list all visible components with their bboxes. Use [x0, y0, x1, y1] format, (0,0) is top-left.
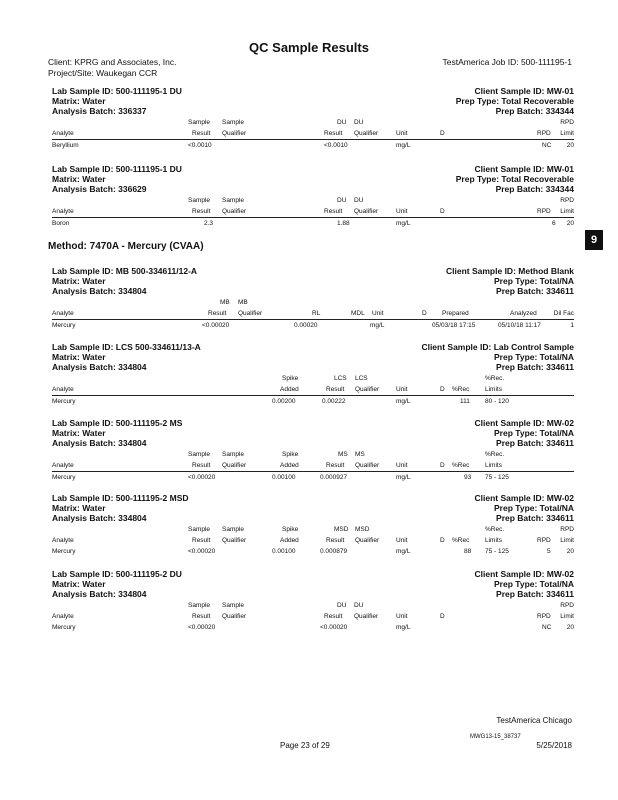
report-date: 5/25/2018 — [536, 741, 572, 750]
col-header: Unit — [396, 130, 408, 137]
sample-result-cell: <0.00020 — [188, 474, 216, 481]
col-header: Result — [192, 208, 211, 215]
table-rule — [52, 471, 574, 472]
col-header: Spike — [282, 375, 299, 382]
col-header: Limit — [560, 130, 574, 137]
qc-section-ms — [48, 418, 574, 488]
col-header: Analyte — [52, 208, 74, 215]
col-header: DU — [354, 602, 364, 609]
col-header: Qualifier — [222, 462, 247, 469]
analysis-batch: Analysis Batch: 334804 — [52, 513, 147, 523]
col-header: D — [440, 537, 445, 544]
unit-cell: mg/L — [396, 398, 411, 405]
col-header: DU — [337, 602, 347, 609]
client-sample-id: Client Sample ID: MW-01 — [474, 86, 574, 96]
col-header: %Rec — [452, 462, 470, 469]
col-header: Unit — [372, 310, 384, 317]
project-site: Project/Site: Waukegan CCR — [48, 68, 158, 78]
col-header: Sample — [222, 197, 245, 204]
col-header: D — [440, 130, 445, 137]
col-header: Sample — [222, 526, 245, 533]
sample-result-cell: <0.00020 — [188, 624, 216, 631]
rpd-cell: NC — [542, 624, 552, 631]
analyzed-cell: 05/10/18 11:17 — [498, 322, 541, 329]
job-id: TestAmerica Job ID: 500-111195-1 — [442, 57, 572, 67]
col-header: RPD — [537, 537, 551, 544]
analyte-cell: Mercury — [52, 322, 76, 329]
prep-type: Prep Type: Total/NA — [494, 503, 574, 513]
col-header: Limit — [560, 537, 574, 544]
col-header: RL — [312, 310, 321, 317]
col-header: DU — [354, 197, 364, 204]
col-header: Qualifier — [222, 537, 247, 544]
lcs-result-cell: 0.00222 — [322, 398, 346, 405]
prep-batch: Prep Batch: 334611 — [496, 513, 574, 523]
col-header: RPD — [560, 197, 574, 204]
col-header: Qualifier — [222, 208, 247, 215]
mb-result-cell: <0.00020 — [202, 322, 230, 329]
rpd-limit-cell: 20 — [566, 548, 574, 555]
col-header: Spike — [282, 526, 299, 533]
qc-section-du-beryllium — [48, 86, 574, 156]
col-header: Unit — [396, 462, 408, 469]
qc-section-method-blank — [48, 266, 574, 334]
sample-result-cell: <0.0010 — [188, 142, 212, 149]
prep-batch: Prep Batch: 334611 — [496, 438, 574, 448]
col-header: Analyte — [52, 130, 74, 137]
col-header: RPD — [537, 208, 551, 215]
col-header: RPD — [560, 119, 574, 126]
lab-name: TestAmerica Chicago — [496, 716, 572, 725]
table-rule — [52, 319, 574, 320]
limits-cell: 75 - 125 — [485, 474, 509, 481]
col-header: Dil Fac — [553, 310, 574, 317]
limits-cell: 75 - 125 — [485, 548, 509, 555]
matrix: Matrix: Water — [52, 579, 106, 589]
msd-result-cell: 0.000879 — [320, 548, 348, 555]
col-header: Result — [192, 537, 211, 544]
col-header: Analyte — [52, 310, 74, 317]
col-header: Analyte — [52, 386, 74, 393]
prep-batch: Prep Batch: 334611 — [496, 286, 574, 296]
prep-type: Prep Type: Total Recoverable — [455, 96, 574, 106]
col-header: Result — [326, 462, 345, 469]
col-header: Sample — [222, 451, 245, 458]
rpd-limit-cell: 20 — [566, 624, 574, 631]
spike-added-cell: 0.00100 — [272, 474, 296, 481]
col-header: D — [440, 386, 445, 393]
col-header: Analyzed — [510, 310, 537, 317]
spike-added-cell: 0.00100 — [272, 548, 296, 555]
col-header: Qualifier — [222, 613, 247, 620]
du-result-cell: <0.0010 — [324, 142, 348, 149]
table-rule — [52, 217, 574, 218]
lab-sample-id: Lab Sample ID: MB 500-334611/12-A — [52, 266, 198, 276]
prep-type: Prep Type: Total Recoverable — [455, 174, 574, 184]
col-header: Result — [192, 130, 211, 137]
col-header: Sample — [188, 119, 211, 126]
lab-sample-id: Lab Sample ID: 500-111195-1 DU — [52, 164, 182, 174]
prep-batch: Prep Batch: 334344 — [495, 184, 574, 194]
matrix: Matrix: Water — [52, 174, 106, 184]
col-header: Result — [324, 130, 343, 137]
matrix: Matrix: Water — [52, 352, 106, 362]
col-header: Result — [192, 462, 211, 469]
client-sample-id: Client Sample ID: Lab Control Sample — [421, 342, 574, 352]
qc-section-du-mercury — [48, 569, 574, 639]
col-header: Limits — [485, 386, 502, 393]
unit-cell: mg/L — [396, 142, 411, 149]
col-header: LCS — [334, 375, 347, 382]
col-header: MB — [220, 299, 230, 306]
prep-type: Prep Type: Total/NA — [494, 579, 574, 589]
col-header: Unit — [396, 537, 408, 544]
matrix: Matrix: Water — [52, 503, 106, 513]
prep-type: Prep Type: Total/NA — [494, 276, 574, 286]
col-header: Analyte — [52, 462, 74, 469]
lab-sample-id: Lab Sample ID: 500-111195-1 DU — [52, 86, 182, 96]
du-result-cell: 1.88 — [337, 220, 350, 227]
unit-cell: mg/L — [370, 322, 385, 329]
col-header: MS — [338, 451, 348, 458]
col-header: RPD — [560, 602, 574, 609]
lab-sample-id: Lab Sample ID: 500-111195-2 MSD — [52, 493, 189, 503]
client-name: Client: KPRG and Associates, Inc. — [48, 57, 177, 67]
rec-cell: 111 — [460, 398, 470, 405]
rpd-cell: 5 — [547, 548, 551, 555]
prep-batch: Prep Batch: 334611 — [496, 589, 574, 599]
matrix: Matrix: Water — [52, 96, 106, 106]
col-header: MDL — [351, 310, 365, 317]
col-header: Added — [280, 462, 299, 469]
document-id: MWG13-15_38737 — [470, 734, 521, 740]
analyte-cell: Mercury — [52, 624, 76, 631]
col-header: Added — [280, 386, 299, 393]
col-header: %Rec. — [485, 375, 505, 382]
lab-sample-id: Lab Sample ID: LCS 500-334611/13-A — [52, 342, 201, 352]
analyte-cell: Boron — [52, 220, 70, 227]
col-header: Qualifier — [354, 613, 379, 620]
unit-cell: mg/L — [396, 220, 411, 227]
col-header: Sample — [222, 602, 245, 609]
unit-cell: mg/L — [396, 474, 411, 481]
prep-type: Prep Type: Total/NA — [494, 352, 574, 362]
du-result-cell: <0.00020 — [320, 624, 348, 631]
analysis-batch: Analysis Batch: 336629 — [52, 184, 147, 194]
col-header: Result — [326, 386, 345, 393]
analysis-batch: Analysis Batch: 334804 — [52, 438, 147, 448]
analysis-batch: Analysis Batch: 334804 — [52, 589, 147, 599]
col-header: Result — [324, 613, 343, 620]
analyte-cell: Mercury — [52, 398, 76, 405]
section-tab-marker: 9 — [585, 230, 603, 250]
qc-section-du-boron — [48, 164, 574, 234]
col-header: Sample — [188, 526, 211, 533]
col-header: Sample — [188, 197, 211, 204]
client-sample-id: Client Sample ID: MW-02 — [474, 493, 574, 503]
analysis-batch: Analysis Batch: 334804 — [52, 362, 147, 372]
report-title: QC Sample Results — [249, 40, 369, 55]
col-header: Limit — [560, 613, 574, 620]
qc-section-msd — [48, 493, 574, 563]
analysis-batch: Analysis Batch: 334804 — [52, 286, 147, 296]
lab-sample-id: Lab Sample ID: 500-111195-2 MS — [52, 418, 183, 428]
col-header: LCS — [355, 375, 368, 382]
client-sample-id: Client Sample ID: Method Blank — [446, 266, 574, 276]
col-header: MSD — [355, 526, 370, 533]
col-header: Qualifier — [354, 208, 379, 215]
col-header: Result — [326, 537, 345, 544]
prep-batch: Prep Batch: 334344 — [495, 106, 574, 116]
col-header: D — [440, 613, 445, 620]
limits-cell: 80 - 120 — [485, 398, 509, 405]
col-header: D — [422, 310, 427, 317]
rpd-cell: NC — [542, 142, 552, 149]
analyte-cell: Mercury — [52, 474, 76, 481]
rec-cell: 93 — [464, 474, 472, 481]
col-header: MB — [238, 299, 248, 306]
col-header: D — [440, 208, 445, 215]
prep-type: Prep Type: Total/NA — [494, 428, 574, 438]
col-header: Limits — [485, 537, 502, 544]
client-sample-id: Client Sample ID: MW-01 — [474, 164, 574, 174]
col-header: Sample — [188, 451, 211, 458]
spike-added-cell: 0.00200 — [272, 398, 296, 405]
analyte-cell: Mercury — [52, 548, 76, 555]
analyte-cell: Beryllium — [52, 142, 79, 149]
col-header: Unit — [396, 208, 408, 215]
rpd-limit-cell: 20 — [566, 220, 574, 227]
dil-fac-cell: 1 — [570, 322, 574, 329]
col-header: Unit — [396, 386, 408, 393]
col-header: %Rec — [452, 537, 470, 544]
rpd-limit-cell: 20 — [566, 142, 574, 149]
col-header: Sample — [222, 119, 245, 126]
prepared-cell: 05/03/18 17:15 — [432, 322, 476, 329]
col-header: RPD — [560, 526, 574, 533]
col-header: MSD — [334, 526, 349, 533]
rec-cell: 88 — [464, 548, 472, 555]
col-header: Analyte — [52, 613, 74, 620]
analysis-batch: Analysis Batch: 336337 — [52, 106, 147, 116]
matrix: Matrix: Water — [52, 276, 106, 286]
col-header: Limit — [560, 208, 574, 215]
client-sample-id: Client Sample ID: MW-02 — [474, 569, 574, 579]
col-header: Sample — [188, 602, 211, 609]
col-header: D — [440, 462, 445, 469]
client-sample-id: Client Sample ID: MW-02 — [474, 418, 574, 428]
col-header: Qualifier — [355, 462, 380, 469]
col-header: Spike — [282, 451, 299, 458]
rl-cell: 0.00020 — [294, 322, 318, 329]
col-header: Qualifier — [238, 310, 263, 317]
col-header: Unit — [396, 613, 408, 620]
col-header: Limits — [485, 462, 502, 469]
col-header: Prepared — [442, 310, 469, 317]
col-header: %Rec. — [485, 451, 505, 458]
col-header: Qualifier — [354, 130, 379, 137]
rpd-cell: 6 — [552, 220, 556, 227]
matrix: Matrix: Water — [52, 428, 106, 438]
method-heading: Method: 7470A - Mercury (CVAA) — [48, 241, 204, 252]
col-header: RPD — [537, 130, 551, 137]
col-header: DU — [354, 119, 364, 126]
unit-cell: mg/L — [396, 624, 411, 631]
table-rule — [52, 139, 574, 140]
qc-section-lcs — [48, 342, 574, 412]
col-header: Result — [192, 613, 211, 620]
col-header: %Rec. — [485, 526, 505, 533]
col-header: Qualifier — [355, 386, 380, 393]
ms-result-cell: 0.000927 — [320, 474, 348, 481]
col-header: Result — [324, 208, 343, 215]
col-header: %Rec — [452, 386, 470, 393]
col-header: MS — [355, 451, 365, 458]
col-header: Analyte — [52, 537, 74, 544]
col-header: DU — [337, 119, 347, 126]
col-header: Qualifier — [355, 537, 380, 544]
sample-result-cell: 2.3 — [204, 220, 214, 227]
table-rule — [52, 395, 574, 396]
col-header: Added — [280, 537, 299, 544]
lab-sample-id: Lab Sample ID: 500-111195-2 DU — [52, 569, 182, 579]
sample-result-cell: <0.00020 — [188, 548, 216, 555]
col-header: RPD — [537, 613, 551, 620]
unit-cell: mg/L — [396, 548, 411, 555]
col-header: Qualifier — [222, 130, 247, 137]
col-header: DU — [337, 197, 347, 204]
col-header: Result — [208, 310, 227, 317]
prep-batch: Prep Batch: 334611 — [496, 362, 574, 372]
page-number: Page 23 of 29 — [280, 741, 330, 750]
